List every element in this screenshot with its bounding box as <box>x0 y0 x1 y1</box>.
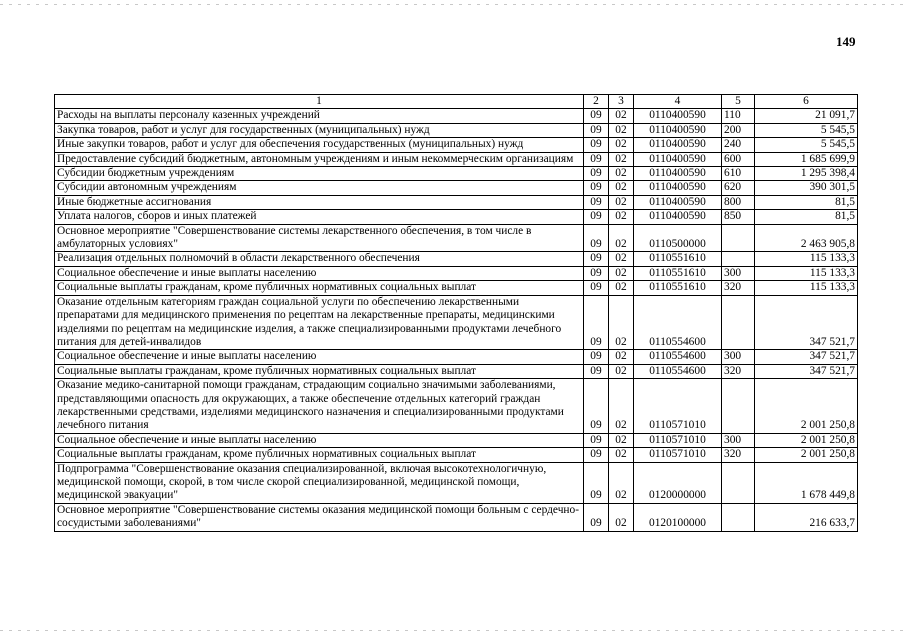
row-name-cell: Субсидии автономным учреждениям <box>55 181 584 195</box>
subsection-code-cell: 02 <box>609 109 634 123</box>
amount-cell: 21 091,7 <box>755 109 858 123</box>
subsection-code-cell: 02 <box>609 350 634 364</box>
subsection-code-cell: 02 <box>609 123 634 137</box>
table-row <box>55 167 858 181</box>
section-code-cell: 09 <box>584 266 609 280</box>
page-number: 149 <box>836 34 856 49</box>
target-article-cell: 0110400590 <box>634 210 722 224</box>
scan-artifact-top <box>0 4 905 5</box>
row-name-cell: Социальные выплаты гражданам, кроме публичных нормативных социальных выплат <box>55 448 584 462</box>
subsection-code-cell: 02 <box>609 266 634 280</box>
table-row <box>55 433 858 447</box>
row-name-cell: Расходы на выплаты персоналу казенных учреждений <box>55 109 584 123</box>
target-article-cell: 0110571010 <box>634 379 722 434</box>
table-row <box>55 379 858 434</box>
table-row <box>55 252 858 266</box>
expense-type-cell <box>722 224 755 252</box>
header-cell: 4 <box>634 95 722 109</box>
amount-cell: 2 001 250,8 <box>755 448 858 462</box>
row-name-cell: Основное мероприятие "Совершенствование системы лекарственного обеспечения, в том числе в амбулаторных условиях" <box>55 224 584 252</box>
table-row <box>55 224 858 252</box>
amount-cell: 216 633,7 <box>755 503 858 531</box>
expense-type-cell: 320 <box>722 281 755 295</box>
subsection-code-cell: 02 <box>609 503 634 531</box>
section-code-cell: 09 <box>584 181 609 195</box>
subsection-code-cell: 02 <box>609 224 634 252</box>
table-row <box>55 350 858 364</box>
table-row <box>55 109 858 123</box>
header-cell: 6 <box>755 95 858 109</box>
table-row <box>55 210 858 224</box>
amount-cell: 81,5 <box>755 210 858 224</box>
target-article-cell: 0110571010 <box>634 433 722 447</box>
row-name-cell: Оказание отдельным категориям граждан социальной услуги по обеспечению лекарственными препаратами для медицинского применения по рецептам на лекарственные препараты, медицинскими изделиями по рецептам на медицинские изделия, а также специализированными продуктами лечебного питания для детей-инвалидов <box>55 295 584 350</box>
section-code-cell: 09 <box>584 252 609 266</box>
target-article-cell: 0110551610 <box>634 266 722 280</box>
section-code-cell: 09 <box>584 195 609 209</box>
row-name-cell: Предоставление субсидий бюджетным, автономным учреждениям и иным некоммерческим организациям <box>55 152 584 166</box>
section-code-cell: 09 <box>584 433 609 447</box>
header-cell: 1 <box>55 95 584 109</box>
row-name-cell: Закупка товаров, работ и услуг для государственных (муниципальных) нужд <box>55 123 584 137</box>
section-code-cell: 09 <box>584 364 609 378</box>
target-article-cell: 0110551610 <box>634 252 722 266</box>
amount-cell: 347 521,7 <box>755 350 858 364</box>
table-row <box>55 195 858 209</box>
header-cell: 3 <box>609 95 634 109</box>
subsection-code-cell: 02 <box>609 210 634 224</box>
section-code-cell: 09 <box>584 152 609 166</box>
amount-cell: 390 301,5 <box>755 181 858 195</box>
table-row <box>55 503 858 531</box>
amount-cell: 1 295 398,4 <box>755 167 858 181</box>
row-name-cell: Реализация отдельных полномочий в области лекарственного обеспечения <box>55 252 584 266</box>
table-row <box>55 138 858 152</box>
subsection-code-cell: 02 <box>609 448 634 462</box>
amount-cell: 115 133,3 <box>755 252 858 266</box>
expense-type-cell <box>722 503 755 531</box>
table-row <box>55 462 858 503</box>
target-article-cell: 0110400590 <box>634 195 722 209</box>
row-name-cell: Социальное обеспечение и иные выплаты населению <box>55 350 584 364</box>
target-article-cell: 0110400590 <box>634 109 722 123</box>
table-row <box>55 152 858 166</box>
target-article-cell: 0110400590 <box>634 167 722 181</box>
scan-artifact-bottom <box>0 630 905 631</box>
table-row <box>55 281 858 295</box>
expense-type-cell: 610 <box>722 167 755 181</box>
amount-cell: 1 678 449,8 <box>755 462 858 503</box>
row-name-cell: Иные бюджетные ассигнования <box>55 195 584 209</box>
expense-type-cell: 200 <box>722 123 755 137</box>
table-row <box>55 266 858 280</box>
section-code-cell: 09 <box>584 167 609 181</box>
expense-type-cell: 800 <box>722 195 755 209</box>
table-row <box>55 364 858 378</box>
expense-type-cell: 300 <box>722 266 755 280</box>
target-article-cell: 0110400590 <box>634 181 722 195</box>
row-name-cell: Субсидии бюджетным учреждениям <box>55 167 584 181</box>
amount-cell: 81,5 <box>755 195 858 209</box>
row-name-cell: Социальные выплаты гражданам, кроме публичных нормативных социальных выплат <box>55 364 584 378</box>
amount-cell: 347 521,7 <box>755 295 858 350</box>
row-name-cell: Подпрограмма "Совершенствование оказания специализированной, включая высокотехнологичную, медицинской помощи, скорой, в том числе скорой специализированной, медицинской помощи, медицинской эвакуации" <box>55 462 584 503</box>
subsection-code-cell: 02 <box>609 195 634 209</box>
amount-cell: 2 001 250,8 <box>755 433 858 447</box>
amount-cell: 115 133,3 <box>755 281 858 295</box>
row-name-cell: Социальные выплаты гражданам, кроме публичных нормативных социальных выплат <box>55 281 584 295</box>
section-code-cell: 09 <box>584 224 609 252</box>
table-row <box>55 295 858 350</box>
section-code-cell: 09 <box>584 123 609 137</box>
subsection-code-cell: 02 <box>609 138 634 152</box>
subsection-code-cell: 02 <box>609 252 634 266</box>
section-code-cell: 09 <box>584 448 609 462</box>
expense-type-cell: 240 <box>722 138 755 152</box>
expense-type-cell <box>722 379 755 434</box>
section-code-cell: 09 <box>584 138 609 152</box>
expense-type-cell <box>722 295 755 350</box>
table-body <box>55 109 858 531</box>
subsection-code-cell: 02 <box>609 364 634 378</box>
row-name-cell: Основное мероприятие "Совершенствование системы оказания медицинской помощи больным с сердечно-сосудистыми заболеваниями" <box>55 503 584 531</box>
expense-type-cell: 320 <box>722 448 755 462</box>
expense-type-cell: 110 <box>722 109 755 123</box>
table-header-row <box>55 95 858 109</box>
expense-type-cell: 850 <box>722 210 755 224</box>
target-article-cell: 0110571010 <box>634 448 722 462</box>
amount-cell: 115 133,3 <box>755 266 858 280</box>
subsection-code-cell: 02 <box>609 462 634 503</box>
subsection-code-cell: 02 <box>609 167 634 181</box>
subsection-code-cell: 02 <box>609 433 634 447</box>
table-row <box>55 123 858 137</box>
section-code-cell: 09 <box>584 281 609 295</box>
section-code-cell: 09 <box>584 350 609 364</box>
target-article-cell: 0120000000 <box>634 462 722 503</box>
row-name-cell: Социальное обеспечение и иные выплаты населению <box>55 433 584 447</box>
target-article-cell: 0120100000 <box>634 503 722 531</box>
amount-cell: 5 545,5 <box>755 138 858 152</box>
subsection-code-cell: 02 <box>609 295 634 350</box>
section-code-cell: 09 <box>584 503 609 531</box>
row-name-cell: Иные закупки товаров, работ и услуг для обеспечения государственных (муниципальных) нужд <box>55 138 584 152</box>
target-article-cell: 0110400590 <box>634 152 722 166</box>
target-article-cell: 0110500000 <box>634 224 722 252</box>
row-name-cell: Уплата налогов, сборов и иных платежей <box>55 210 584 224</box>
expense-type-cell <box>722 252 755 266</box>
expense-type-cell <box>722 462 755 503</box>
amount-cell: 2 001 250,8 <box>755 379 858 434</box>
expense-type-cell: 300 <box>722 350 755 364</box>
section-code-cell: 09 <box>584 295 609 350</box>
budget-table <box>54 94 858 532</box>
section-code-cell: 09 <box>584 462 609 503</box>
target-article-cell: 0110551610 <box>634 281 722 295</box>
amount-cell: 347 521,7 <box>755 364 858 378</box>
row-name-cell: Социальное обеспечение и иные выплаты населению <box>55 266 584 280</box>
expense-type-cell: 300 <box>722 433 755 447</box>
target-article-cell: 0110554600 <box>634 350 722 364</box>
amount-cell: 2 463 905,8 <box>755 224 858 252</box>
target-article-cell: 0110554600 <box>634 364 722 378</box>
header-cell: 2 <box>584 95 609 109</box>
section-code-cell: 09 <box>584 379 609 434</box>
expense-type-cell: 600 <box>722 152 755 166</box>
subsection-code-cell: 02 <box>609 379 634 434</box>
table-row <box>55 448 858 462</box>
target-article-cell: 0110554600 <box>634 295 722 350</box>
table-row <box>55 181 858 195</box>
section-code-cell: 09 <box>584 109 609 123</box>
subsection-code-cell: 02 <box>609 181 634 195</box>
target-article-cell: 0110400590 <box>634 123 722 137</box>
target-article-cell: 0110400590 <box>634 138 722 152</box>
subsection-code-cell: 02 <box>609 152 634 166</box>
expense-type-cell: 620 <box>722 181 755 195</box>
row-name-cell: Оказание медико-санитарной помощи гражданам, страдающим социально значимыми заболеваниями, представляющими опасность для окружающих, а также обеспечение отдельных категорий граждан лекарственными средствами, изделиями медицинского назначения и специализированными продуктами лечебного питания <box>55 379 584 434</box>
amount-cell: 1 685 699,9 <box>755 152 858 166</box>
header-cell: 5 <box>722 95 755 109</box>
section-code-cell: 09 <box>584 210 609 224</box>
expense-type-cell: 320 <box>722 364 755 378</box>
subsection-code-cell: 02 <box>609 281 634 295</box>
amount-cell: 5 545,5 <box>755 123 858 137</box>
